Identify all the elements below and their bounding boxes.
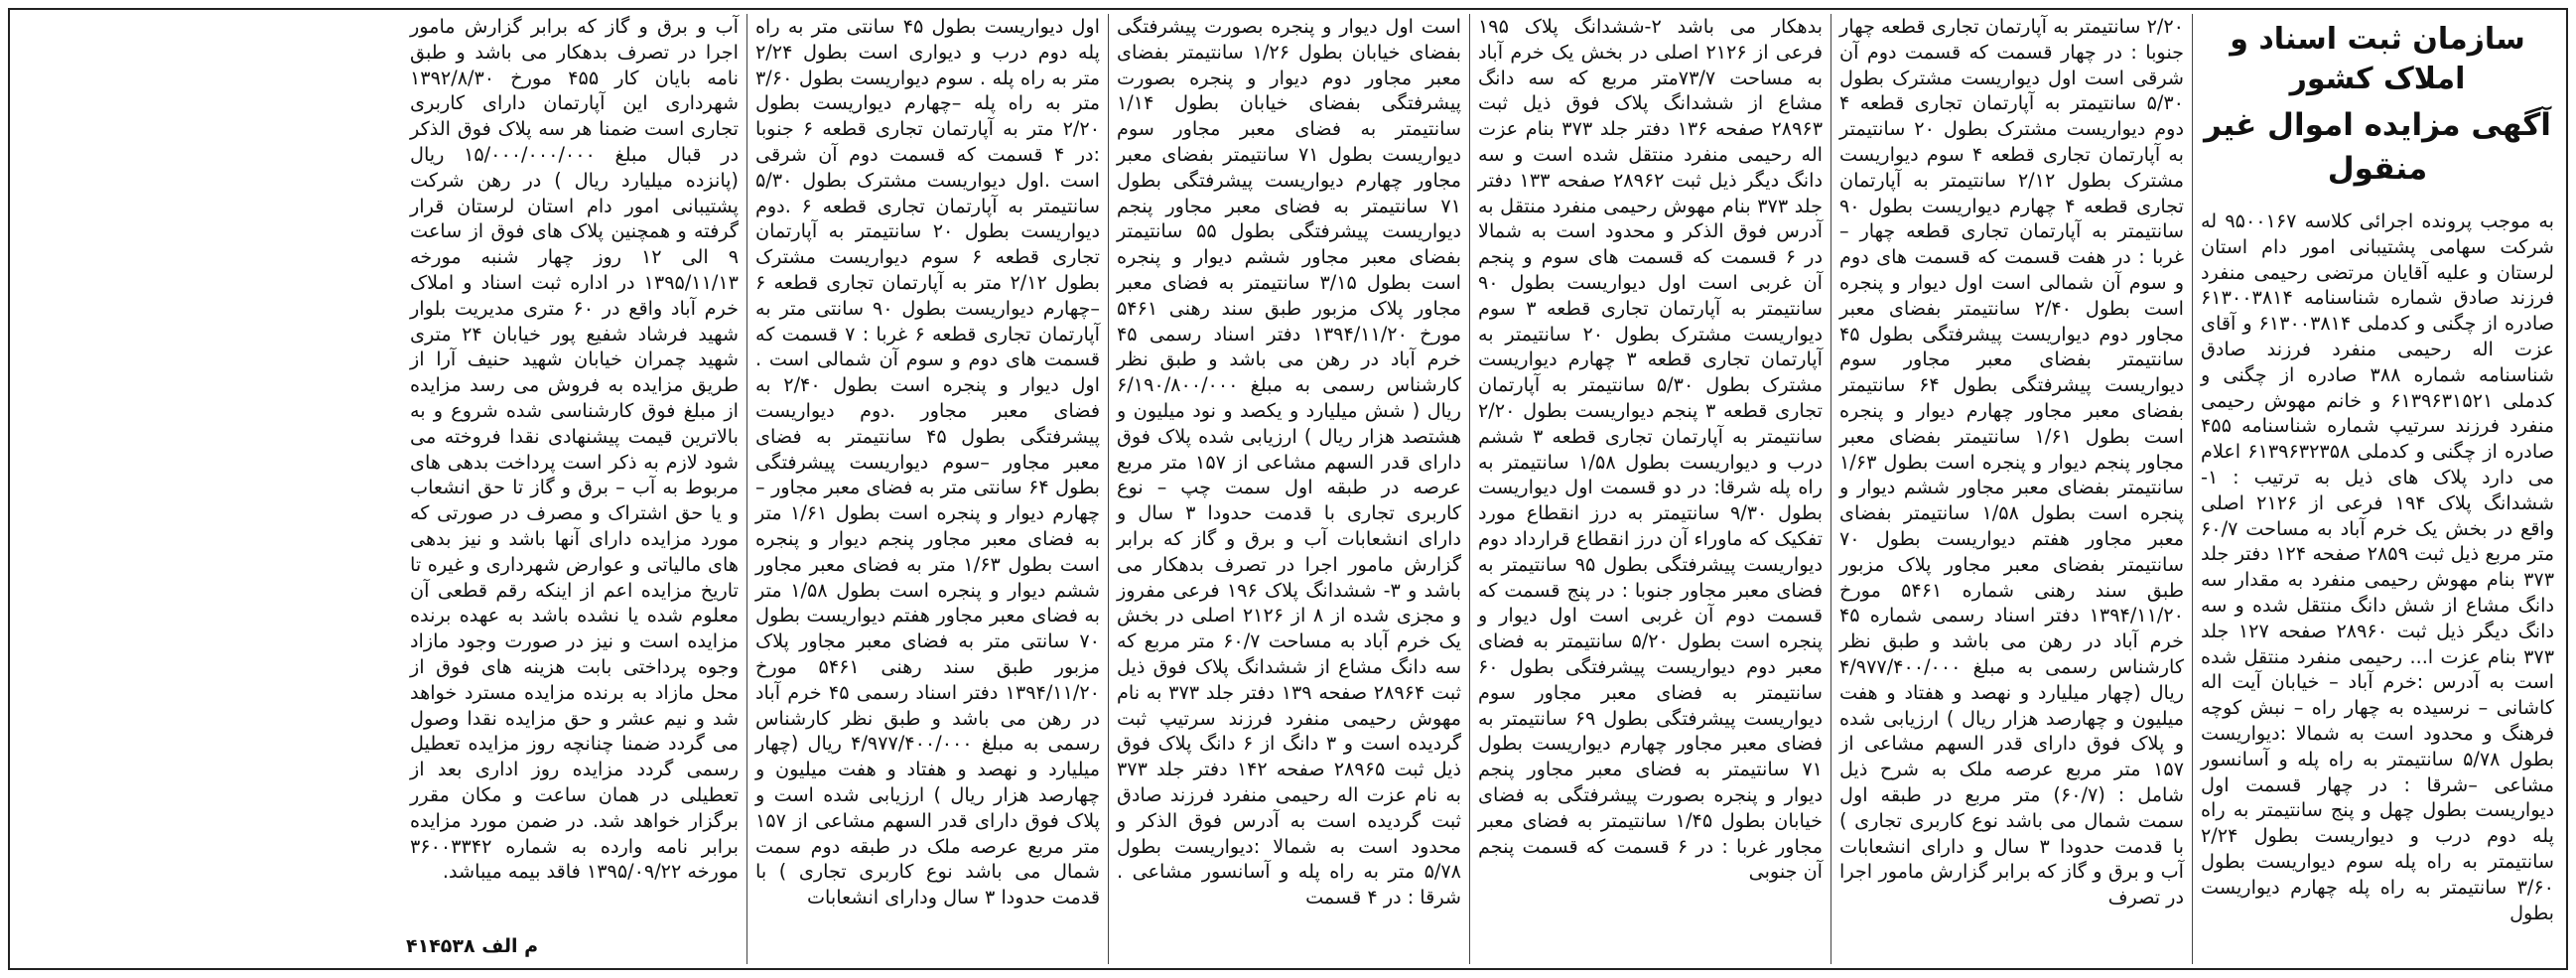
column-text: بدهکار می باشد ۲-ششدانگ پلاک ۱۹۵ فرعی از ۲۱۲۶ اصلی در بخش یک خرم آباد به مساحت ۷۳/۷متر مربع که سه دانگ مشاع از ششدانگ پلاک فوق ذیل ثبت ۲۸۹۶۳ صفحه ۱۳۶ دفتر جلد ۳۷۳ بنام عزت اله رحیمی منفرد منتقل شده است و سه دانگ دیگر ذیل ثبت ۲۸۹۶۲ صفحه ۱۳۳ دفتر جلد ۳۷۳ بنام مهوش رحیمی منفرد منتقل به آدرس فوق الذکر و محدود است به شمالا در ۶ قسمت که قسمت های سوم و پنجم آن غربی است اول دیواریست بطول ۹۰ سانتیمتر به آپارتمان تجاری قطعه ۳ سوم دیواریست مشترک بطول ۲۰ سانتیمتر به آپارتمان تجاری قطعه ۳ چهارم دیواریست مشترک بطول ۵/۳۰ سانتیمتر به آپارتمان تجاری قطعه ۳ پنجم دیواریست بطول ۲/۲۰ سانتیمتر به آپارتمان تجاری قطعه ۳ ششم درب و دیواریست بطول ۱/۵۸ سانتیمتر به راه پله شرقا: در دو قسمت اول دیواریست بطول ۹/۳۰ سانتیمتر به درز انقطاع مورد تفکیک که ماوراء آن درز انقطاع قرارداد دوم دیواریست پیشرفتگی بطول ۹۵ سانتیمتر به فضای معبر مجاور جنوبا : در پنج قسمت که قسمت دوم آن غربی است اول دیوار و پنجره است بطول ۵/۲۰ سانتیمتر به فضای معبر دوم دیواریست پیشرفتگی بطول ۶۰ سانتیمتر به فضای معبر مجاور سوم دیواریست پیشرفتگی بطول ۶۹ سانتیمتر به فضای معبر مجاور چهارم دیواریست بطول ۷۱ سانتیمتر به فضای معبر مجاور پنجم دیوار و پنجره بصورت پیشرفتگی به فضای خیابان بطول ۱/۴۵ سانتیمتر به فضای معبر مجاور غربا : در ۶ قسمت که قسمت پنجم آن جنوبی xyxy=(1478,15,1824,884)
column-5 xyxy=(747,14,1109,964)
column-1 xyxy=(2193,14,2562,964)
column-2 xyxy=(1831,14,2193,964)
ad-title: آگهی مزایده اموال غیر منقول xyxy=(2204,107,2551,187)
column-text: به موجب پرونده اجرائی کلاسه ۹۵۰۰۱۶۷ له شرکت سهامی پشتیبانی امور دام استان لرستان و علیه آقایان مرتضی رحیمی منفرد فرزند صادق شماره شناسنامه ۶۱۳۰۰۳۸۱۴ صادره از چگنی و کدملی ۶۱۳۰۰۳۸۱۴ و آقای عزت اله رحیمی منفرد فرزند صادق شناسنامه شماره ۳۸۸ صادره از چگنی و کدملی ۶۱۳۹۶۳۱۵۲۱ و خانم مهوش رحیمی منفرد فرزند سرتیپ شماره شناسنامه ۴۵۵ صادره از چگنی و کدملی ۶۱۳۹۶۳۲۳۵۸ اعلام می دارد پلاک های ذیل به ترتیب : ۱-ششدانگ پلاک ۱۹۴ فرعی از ۲۱۲۶ اصلی واقع در بخش یک خرم آباد به مساحت ۶۰/۷ متر مربع ذیل ثبت ۲۸۵۹ صفحه ۱۲۴ دفتر جلد ۳۷۳ بنام مهوش رحیمی منفرد به مقدار سه دانگ مشاع از شش دانگ منتقل شده و سه دانگ دیگر ذیل ثبت ۲۸۹۶۰ صفحه ۱۲۷ جلد ۳۷۳ بنام عزت ا... رحیمی منفرد منتقل شده است به آدرس :خرم آباد – خیابان آیت اله کاشانی – نرسیده به چهار راه – نبش کوچه فرهنگ و محدود است به شمالا :دیواریست بطول ۵/۷۸ سانتیمتر به راه پله و آسانسور مشاعی –شرقا : در چهار قسمت اول دیواریست بطول چهل و پنج سانتیمتر به راه پله دوم درب و دیواریست بطول ۲/۲۴ سانتیمتر به راه پله سوم دیواریست بطول ۳/۶۰ سانتیمتر به راه پله چهارم دیواریست بطول xyxy=(2201,210,2555,924)
column-text: ۲/۲۰ سانتیمتر به آپارتمان تجاری قطعه چهار جنوبا : در چهار قسمت که قسمت دوم آن شرقی است اول دیواریست مشترک بطول ۵/۳۰ سانتیمتر به آپارتمان تجاری قطعه ۴ دوم دیواریست مشترک بطول ۲۰ سانتیمتر به آپارتمان تجاری قطعه ۴ سوم دیواریست مشترک بطول ۲/۱۲ سانتیمتر به آپارتمان تجاری قطعه ۴ چهارم دیواریست بطول ۹۰ سانتیمتر به آپارتمان تجاری قطعه چهار – غربا : در هفت قسمت که قسمت های دوم و سوم آن شمالی است اول دیوار و پنجره است بطول ۲/۴۰ سانتیمتر بفضای معبر مجاور دوم دیواریست پیشرفتگی بطول ۴۵ سانتیمتر بفضای معبر مجاور سوم دیواریست پیشرفتگی بطول ۶۴ سانتیمتر بفضای معبر مجاور چهارم دیوار و پنجره است بطول ۱/۶۱ سانتیمتر بفضای معبر مجاور پنجم دیوار و پنجره است بطول ۱/۶۳ سانتیمتر بفضای معبر مجاور ششم دیوار و پنجره است بطول ۱/۵۸ سانتیمتر بفضای معبر مجاور هفتم دیواریست بطول ۷۰ سانتیمتر بفضای معبر مجاور پلاک مزبور طبق سند رهنی شماره ۵۴۶۱ مورخ ۱۳۹۴/۱۱/۲۰ دفتر اسناد رسمی شماره ۴۵ خرم آباد در رهن می باشد و طبق نظر کارشناس رسمی به مبلغ ۴/۹۷۷/۴۰۰/۰۰۰ ریال (چهار میلیارد و نهصد و هفتاد و هفت میلیون و چهارصد هزار ریال ) ارزیابی شده و پلاک فوق دارای قدر السهم مشاعی از ۱۵۷ متر مربع عرصه ملک به شرح ذیل شامل : (۶۰/۷) متر مربع در طبقه اول سمت شمال می باشد نوع کاربری تجاری ) با قدمت حدودا ۳ سال و دارای انشعابات آب و برق و گاز که برابر گزارش مامور اجرا در تصرف xyxy=(1839,15,2185,909)
column-4 xyxy=(1109,14,1470,964)
column-3 xyxy=(1470,14,1831,964)
ad-code: م الف ۴۱۴۵۳۸ xyxy=(406,935,539,958)
ad-columns xyxy=(14,14,2562,964)
column-text: اول دیواریست بطول ۴۵ سانتی متر به راه پله دوم درب و دیواری است بطول ۲/۲۴ متر به راه پله . سوم دیواریست بطول ۳/۶۰ متر به راه پله –چهارم دیواریست بطول ۲/۲۰ متر به آپارتمان تجاری قطعه ۶ جنوبا :در ۴ قسمت که قسمت دوم آن شرقی است .اول دیواریست مشترک بطول ۵/۳۰ سانتیمتر به آپارتمان تجاری قطعه ۶ .دوم دیواریست بطول ۲۰ سانتیمتر به آپارتمان تجاری قطعه ۶ سوم دیواریست مشترک بطول ۲/۱۲ متر به آپارتمان تجاری قطعه ۶ –چهارم دیواریست بطول ۹۰ سانتی متر به آپارتمان تجاری قطعه ۶ غربا : ۷ قسمت که قسمت های دوم و سوم آن شمالی است . اول دیوار و پنجره است بطول ۲/۴۰ به فضای معبر مجاور .دوم دیواریست پیشرفتگی بطول ۴۵ سانتیمتر به فضای معبر مجاور –سوم دیواریست پیشرفتگی بطول ۶۴ سانتی متر به فضای معبر مجاور –چهارم دیوار و پنجره است بطول ۱/۶۱ متر به فضای معبر مجاور پنجم دیوار و پنجره است بطول ۱/۶۳ متر به فضای معبر مجاور ششم دیوار و پنجره است بطول ۱/۵۸ متر به فضای معبر مجاور هفتم دیواریست بطول ۷۰ سانتی متر به فضای معبر مجاور پلاک مزبور طبق سند رهنی ۵۴۶۱ مورخ ۱۳۹۴/۱۱/۲۰ دفتر اسناد رسمی ۴۵ خرم آباد در رهن می باشد و طبق نظر کارشناس رسمی به مبلغ ۴/۹۷۷/۴۰۰/۰۰۰ ریال (چهار میلیارد و نهصد و هفتاد و هفت میلیون و چهارصد هزار ریال ) ارزیابی شده است و پلاک فوق دارای قدر السهم مشاعی از ۱۵۷ متر مربع عرصه ملک در طبقه دوم سمت شمال می باشد نوع کاربری تجاری ) با قدمت حدودا ۳ سال ودارای انشعابات xyxy=(755,15,1101,909)
org-name: سازمان ثبت اسناد و املاک کشور xyxy=(2230,22,2525,96)
column-6 xyxy=(402,14,747,964)
column-text: است اول دیوار و پنجره بصورت پیشرفتگی بفضای خیابان بطول ۱/۲۶ سانتیمتر بفضای معبر مجاور دوم دیوار و پنجره بصورت پیشرفتگی بفضای خیابان بطول ۱/۱۴ سانتیمتر به فضای معبر مجاور سوم دیواریست بطول ۷۱ سانتیمتر بفضای معبر مجاور چهارم دیواریست پیشرفتگی بطول ۷۱ سانتیمتر به فضای معبر مجاور پنجم دیواریست پیشرفتگی بطول ۵۵ سانتیمتر بفضای معبر مجاور ششم دیوار و پنجره است بطول ۳/۱۵ سانتیمتر به فضای معبر مجاور پلاک مزبور طبق سند رهنی ۵۴۶۱ مورخ ۱۳۹۴/۱۱/۲۰ دفتر اسناد رسمی ۴۵ خرم آباد در رهن می باشد و طبق نظر کارشناس رسمی به مبلغ ۶/۱۹۰/۸۰۰/۰۰۰ ریال ( شش میلیارد و یکصد و نود میلیون و هشتصد هزار ریال ) ارزیابی شده پلاک فوق دارای قدر السهم مشاعی از ۱۵۷ متر مربع عرصه در طبقه اول سمت چپ – نوع کاربری تجاری با قدمت حدودا ۳ سال و دارای انشعابات آب و برق و گاز که برابر گزارش مامور اجرا در تصرف بدهکار می باشد و ۳- ششدانگ پلاک ۱۹۶ فرعی مفروز و مجزی شده از ۸ از ۲۱۲۶ اصلی در بخش یک خرم آباد به مساحت ۶۰/۷ متر مربع که سه دانگ مشاع از ششدانگ پلاک فوق ذیل ثبت ۲۸۹۶۴ صفحه ۱۳۹ دفتر جلد ۳۷۳ به نام مهوش رحیمی منفرد فرزند سرتیپ ثبت گردیده است و ۳ دانگ از ۶ دانگ پلاک فوق ذیل ثبت ۲۸۹۶۵ صفحه ۱۴۲ دفتر جلد ۳۷۳ به نام عزت اله رحیمی منفرد فرزند صادق ثبت گردیده است به آدرس فوق الذکر و محدود است به شمالا :دیواریست بطول ۵/۷۸ متر به راه پله و آسانسور مشاعی . شرقا : در ۴ قسمت xyxy=(1117,15,1462,909)
column-text: آب و برق و گاز که برابر گزارش مامور اجرا در تصرف بدهکار می باشد و طبق نامه بایان کار ۴۵۵ مورخ ۱۳۹۲/۸/۳۰ شهرداری این آپارتمان دارای کاربری تجاری است ضمنا هر سه پلاک فوق الذکر در قبال مبلغ ۱۵/۰۰۰/۰۰۰/۰۰۰ ریال (پانزده میلیارد ریال ) در رهن شرکت پشتیبانی امور دام استان لرستان قرار گرفته و همچنین پلاک های فوق از ساعت ۹ الی ۱۲ روز چهار شنبه مورخه ۱۳۹۵/۱۱/۱۳ در اداره ثبت اسناد و املاک خرم آباد واقع در ۶۰ متری مدیریت بلوار شهید فرشاد شفیع پور خیابان ۲۴ متری شهید چمران خیابان شهید حنیف آرا از طریق مزایده به فروش می رسد مزایده از مبلغ فوق کارشناسی شده شروع و به بالاترین قیمت پیشنهادی نقدا فروخته می شود لازم به ذکر است پرداخت بدهی های مربوط به آب – برق و گاز تا حق انشعاب و یا حق اشتراک و مصرف در صورتی که مورد مزایده دارای آنها باشد و نیز بدهی های مالیاتی و عوارض شهرداری و غیره تا تاریخ مزایده اعم از اینکه رقم قطعی آن معلوم شده یا نشده باشد به عهده برنده مزایده است و نیز در صورت وجود مازاد وجوه پرداختی بابت هزینه های فوق از محل مازاد به برنده مزایده مسترد خواهد شد و نیم عشر و حق مزایده نقدا وصول می گردد ضمنا چنانچه روز مزایده تعطیل رسمی گردد مزایده روز اداری بعد از تعطیلی در همان ساعت و مکان مقرر برگزار خواهد شد. در ضمن مورد مزایده برابر نامه وارده به شماره ۳۶۰۰۳۳۴۲ مورخه ۱۳۹۵/۰۹/۲۲ فاقد بیمه میباشد. xyxy=(410,15,739,884)
title-block xyxy=(2201,20,2554,191)
